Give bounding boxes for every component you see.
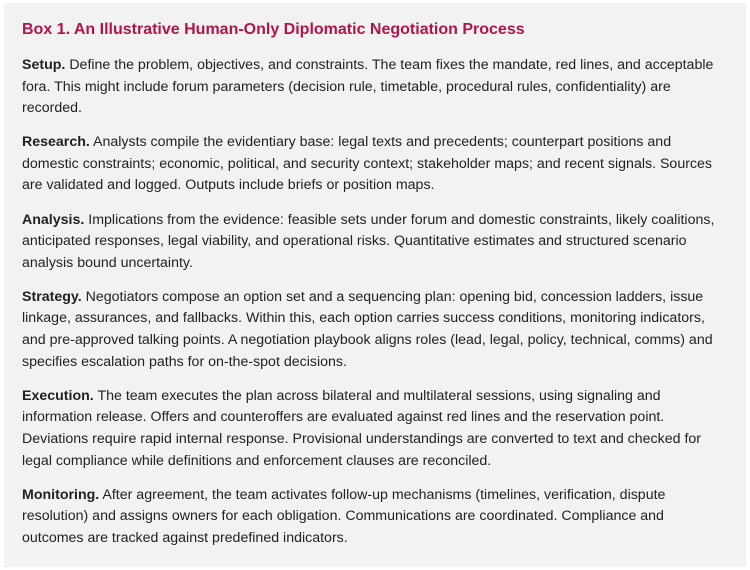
section-text: Analysts compile the evidentiary base: legal texts and precedents; counterpart positions and domestic constraints; economic, political, and security context; stakeholder maps; and recent signals. Sources are validated and logged. Outputs include briefs or position maps.: [22, 134, 713, 194]
box-title: Box 1. An Illustrative Human-Only Diplomatic Negotiation Process: [22, 21, 525, 38]
section-monitoring: [22, 485, 729, 550]
section-setup: [22, 55, 729, 120]
section-text: Implications from the evidence: feasible sets under forum and domestic constraints, likely coalitions, anticipated responses, legal viability, and operational risks. Quantitative estimates and structured scenario analysis bound uncertainty.: [22, 211, 715, 271]
section-text: Define the problem, objectives, and constraints. The team fixes the mandate, red lines, and acceptable fora. This might include forum parameters (decision rule, timetable, procedural rules, confidentiality) are recorded.: [22, 57, 714, 117]
section-research: [22, 132, 729, 197]
section-analysis: [22, 210, 729, 275]
section-heading: Execution.: [22, 387, 94, 404]
section-heading: Setup.: [22, 57, 66, 73]
section-text: After agreement, the team activates follow-up mechanisms (timelines, verification, dispute resolution) and assigns owners for each obligation. Communications are coordinated. Compliance and outcomes are tracked against predefined indicators.: [22, 486, 666, 546]
section-execution: [22, 386, 729, 472]
section-heading: Analysis.: [22, 211, 85, 228]
section-strategy: [22, 287, 729, 373]
section-heading: Monitoring.: [22, 486, 100, 503]
section-heading: Research.: [22, 134, 90, 151]
section-text: Negotiators compose an option set and a sequencing plan: opening bid, concession ladders, issue linkage, assurances, and fallbacks. Within this, each option carries success conditions, monitoring indicators, and pre-approved talking points. A negotiation playbook aligns roles (lead, legal, policy, technical, comms) and specifies escalation paths for on-the-spot decisions.: [22, 288, 713, 370]
text-box: [4, 3, 746, 567]
section-heading: Strategy.: [22, 288, 82, 305]
section-text: The team executes the plan across bilateral and multilateral sessions, using signaling and information release. Offers and counteroffers are evaluated against red lines and the reservation point. Deviations require rapid internal response. Provisional understandings are converted to text and checked for legal compliance while definitions and enforcement clauses are reconciled.: [22, 387, 702, 469]
